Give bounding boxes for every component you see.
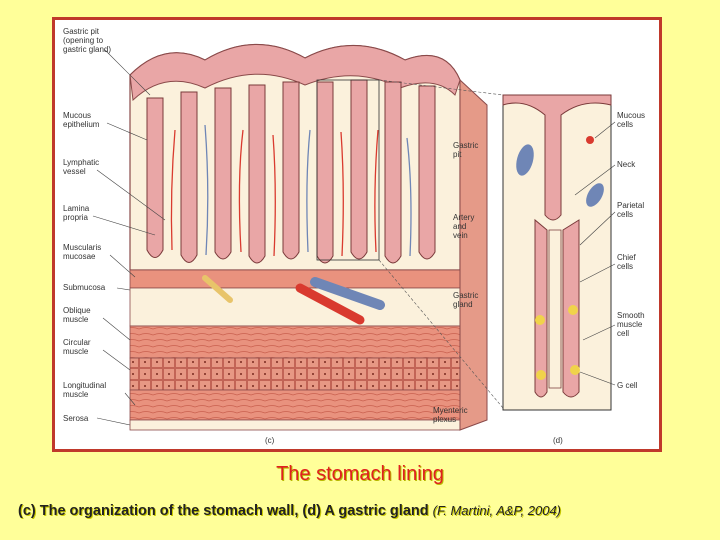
label-gland: gland [453, 300, 473, 309]
serosa-layer [130, 420, 460, 430]
panel-d-label: (d) [553, 436, 563, 445]
label-epithelium: epithelium [63, 120, 100, 129]
slide-title: The stomach lining [276, 463, 444, 485]
label-vessel: vessel [63, 167, 86, 176]
label-mucosae: mucosae [63, 252, 96, 261]
label-muscularis: Muscularis [63, 243, 102, 252]
label-oblique-muscle: muscle [63, 315, 89, 324]
label-lamina: Lamina [63, 204, 90, 213]
label-pit: pit [453, 150, 462, 159]
label-parietal: Parietal [617, 201, 645, 210]
label-myenteric: Myenteric [433, 406, 468, 415]
label-serosa: Serosa [63, 414, 89, 423]
label-gastric-pit-2: (opening to [63, 36, 104, 45]
block-side-face [460, 80, 487, 430]
label-gastric-pit-3: gastric gland) [63, 45, 112, 54]
label-chief: Chief [617, 253, 636, 262]
figure-frame [52, 17, 662, 452]
oblique-muscle-layer [130, 326, 460, 358]
label-parietal-cells: cells [617, 210, 634, 219]
slide-caption [18, 503, 718, 519]
left-labels [63, 27, 111, 423]
label-lymphatic: Lymphatic [63, 158, 100, 167]
caption-citation: (F. Martini, A&P, 2004) [432, 503, 562, 518]
label-neck: Neck [617, 160, 636, 169]
label-longitudinal-muscle: muscle [63, 390, 89, 399]
gastric-gland-panel [503, 95, 611, 410]
label-propria: propria [63, 213, 88, 222]
label-smooth: Smooth [617, 311, 645, 320]
label-and: and [453, 222, 467, 231]
stomach-wall-illustration [55, 20, 659, 449]
label-mucous-cells: Mucous [617, 111, 646, 120]
label-smooth-cell: cell [617, 329, 630, 338]
label-artery: Artery [453, 213, 475, 222]
panel-c-label: (c) [265, 436, 275, 445]
label-oblique: Oblique [63, 306, 91, 315]
label-gastric-pit-mid: Gastric [453, 141, 479, 150]
label-g-cell: G cell [617, 381, 638, 390]
gastric-pits-columns [147, 80, 435, 263]
label-circular: Circular [63, 338, 91, 347]
label-submucosa: Submucosa [63, 283, 106, 292]
label-smooth-muscle: muscle [617, 320, 643, 329]
label-plexus: plexus [433, 415, 457, 424]
label-mucous: Mucous [63, 111, 92, 120]
label-gastric: Gastric [453, 291, 479, 300]
label-mucous-cells-2: cells [617, 120, 634, 129]
caption-main: (c) The organization of the stomach wall, (d) A gastric gland [18, 503, 429, 519]
circular-muscle-layer [130, 358, 460, 390]
longitudinal-muscle-layer [130, 390, 460, 420]
right-labels [617, 111, 645, 390]
label-circular-muscle: muscle [63, 347, 89, 356]
submucosa-layer [130, 288, 460, 326]
label-chief-cells: cells [617, 262, 634, 271]
label-gastric-pit: Gastric pit [63, 27, 100, 36]
label-longitudinal: Longitudinal [63, 381, 107, 390]
label-vein: vein [453, 231, 468, 240]
muscularis-mucosae [130, 270, 460, 288]
